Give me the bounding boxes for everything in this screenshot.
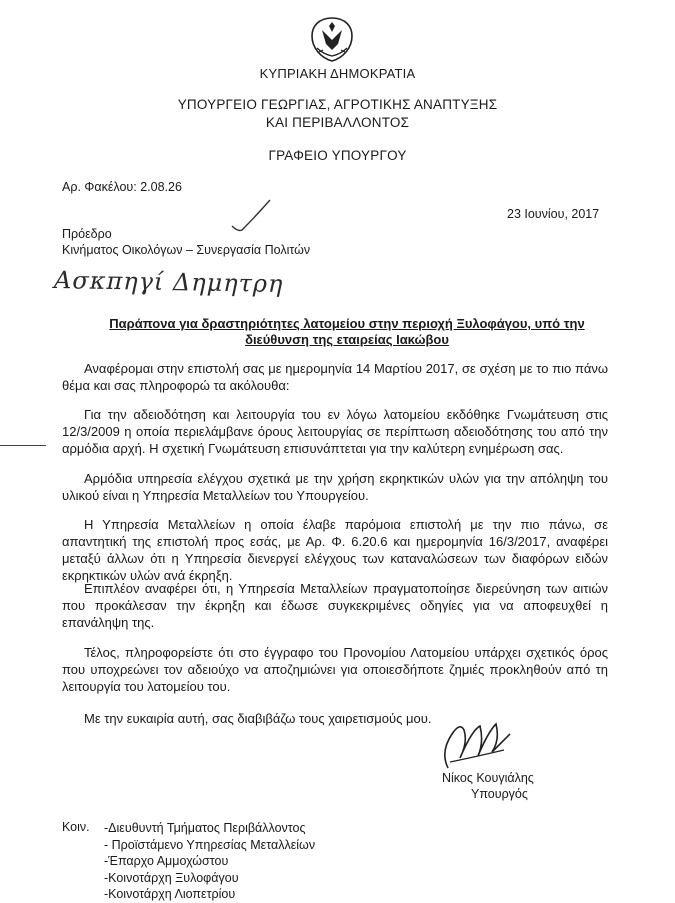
letter-date: 23 Ιουνίου, 2017: [507, 207, 600, 221]
file-number: Αρ. Φακέλου: 2.08.26: [62, 180, 182, 194]
paragraph-3: Αρμόδια υπηρεσία ελέγχου σχετικά με την χρήση εκρηκτικών υλών για την απόληψη του υλικού είναι η Υπηρεσία Μεταλλείων του Υπουργείου.: [62, 471, 608, 503]
paragraph-6: Τέλος, πληροφορείστε ότι στο έγγραφο του Προνομίου Λατομείου υπάρχει σχετικός όρος που υποχρεώνει τον αδειούχο να αποζημιώνει για οποιεσδήποτε ζημιές προκληθούν από τη λειτουργία του λατομείου του.: [62, 645, 608, 694]
cc-item: -Έπαρχο Αμμοχώστου: [104, 854, 229, 868]
cc-item: -Κοινοτάρχη Ξυλοφάγου: [104, 870, 239, 885]
signatory-name: Νίκος Κουγιάλης: [442, 771, 534, 785]
cc-list: [104, 820, 315, 903]
paragraph-5: Επιπλέον αναφέρει ότι, η Υπηρεσία Μεταλλείων πραγματοποίησε διερεύνηση των αιτιών που προκάλεσαν την έκρηξη και έδωσε συγκεκριμένες οδηγίες για να αποφευχθεί η επανάληψη της.: [62, 581, 608, 630]
cc-label: Κοιν.: [62, 820, 90, 834]
cc-item: -Διευθυντή Τμήματος Περιβάλλοντος: [104, 821, 306, 835]
pen-mark-icon: [228, 196, 274, 236]
closing-paragraph: Με την ευκαιρία αυτή, σας διαβιβάζω τους χαιρετισμούς μου.: [84, 711, 432, 726]
coat-of-arms-emblem: [305, 14, 359, 64]
recipient-line1: Πρόεδρο: [62, 227, 112, 241]
cc-item: -Κοινοτάρχη Λιοπετρίου: [104, 887, 236, 901]
paragraph-2: Για την αδειοδότηση και λειτουργία του εν λόγω λατομείου εκδόθηκε Γνωμάτευση στις 12/3/2009 η οποία περιελάμβανε όρους λειτουργίας σε περίπτωση αδειοδότησης του από την αρμόδια αρχή. Η σχετική Γνωμάτευση επισυνάπτεται για την καλύτερη ενημέρωση σας.: [62, 407, 608, 456]
handwritten-signature: [430, 712, 520, 774]
republic-heading: ΚΥΠΡΙΑΚΗ ΔΗΜΟΚΡΑΤΙΑ: [259, 66, 416, 81]
ministry-heading-line2: ΚΑΙ ΠΕΡΙΒΑΛΛΟΝΤΟΣ: [265, 115, 410, 130]
paragraph-1: Αναφέρομαι στην επιστολή σας με ημερομηνία 14 Μαρτίου 2017, σε σχέση με το πιο πάνω θέμα και σας πληροφορώ τα ακόλουθα:: [62, 361, 608, 393]
office-heading: ΓΡΑΦΕΙΟ ΥΠΟΥΡΓΟΥ: [268, 148, 407, 163]
cc-item: - Προϊστάμενο Υπηρεσίας Μεταλλείων: [104, 837, 316, 852]
handwritten-recipient-name: Ασκπηγί Δημητρη: [53, 265, 284, 299]
recipient-line2: Κινήματος Οικολόγων – Συνεργασία Πολιτών: [62, 243, 311, 257]
margin-line: [0, 445, 46, 446]
paragraph-4: Η Υπηρεσία Μεταλλείων η οποία έλαβε παρόμοια επιστολή με την πιο πάνω, σε απαντητική της επιστολή προς εσάς, με Αρ. Φ. 6.20.6 και ημερομηνία 16/3/2017, αναφέρει μεταξύ άλλων ότι η Υπηρεσία διενεργεί ελέγχους των καταναλώσεων των διαφόρων ειδών εκρηκτικών υλών ανά έκρηξη.: [62, 517, 608, 583]
signatory-title: Υπουργός: [471, 787, 528, 801]
subject-line2: διεύθυνση της εταιρείας Ιακώβου: [245, 332, 449, 347]
subject-block: [62, 316, 632, 348]
ministry-heading-line1: ΥΠΟΥΡΓΕΙΟ ΓΕΩΡΓΙΑΣ, ΑΓΡΟΤΙΚΗΣ ΑΝΑΠΤΥΞΗΣ: [177, 97, 498, 112]
subject-line1: Παράπονα για δραστηριότητες λατομείου στην περιοχή Ξυλοφάγου, υπό την: [109, 316, 585, 331]
